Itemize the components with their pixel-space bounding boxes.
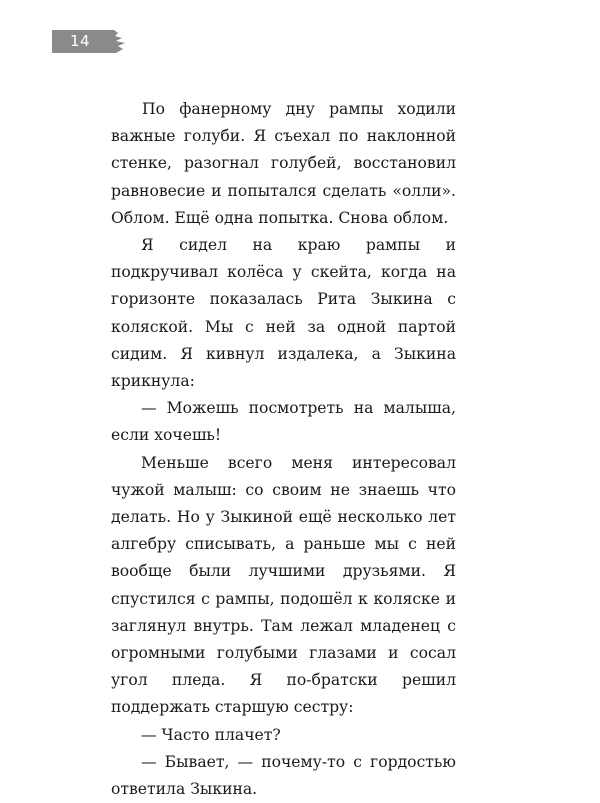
paragraph: По фанерному дну рампы ходили важные голуби. Я съехал по наклонной стенке, разогнал голубей, восстановил равновесие и попытался сделать «олли». Облом. Ещё одна попытка. Снова облом. [111, 100, 456, 227]
dialogue-line: — Бывает, — почему-то с гордостью ответила Зыкина. [111, 752, 456, 799]
dialogue-line: — Часто плачет? [141, 725, 281, 744]
dialogue-line: — Можешь посмотреть на малыша, если хочешь! [111, 399, 456, 445]
paragraph: Я сидел на краю рампы и подкручивал колёса у скейта, когда на горизонте показалась Рита Зыкина с коляской. Мы с ней за одной партой сидим. Я кивнул издалека, а Зыкина крикнула: [111, 236, 456, 391]
page-number: 14 [70, 32, 91, 50]
body-text [111, 96, 456, 803]
paragraph: Меньше всего меня интересовал чужой малыш: со своим не знаешь что делать. Но у Зыкиной ещё несколько лет алгебру списывать, а раньше мы с ней вообще были лучшими друзьями. Я спустился с рампы, подошёл к коляске и заглянул внутрь. Там лежал младенец с огромными голубыми глазами и сосал угол пледа. Я по-братски решил поддержать старшую сестру: [111, 453, 456, 717]
page-number-tab [52, 30, 128, 53]
